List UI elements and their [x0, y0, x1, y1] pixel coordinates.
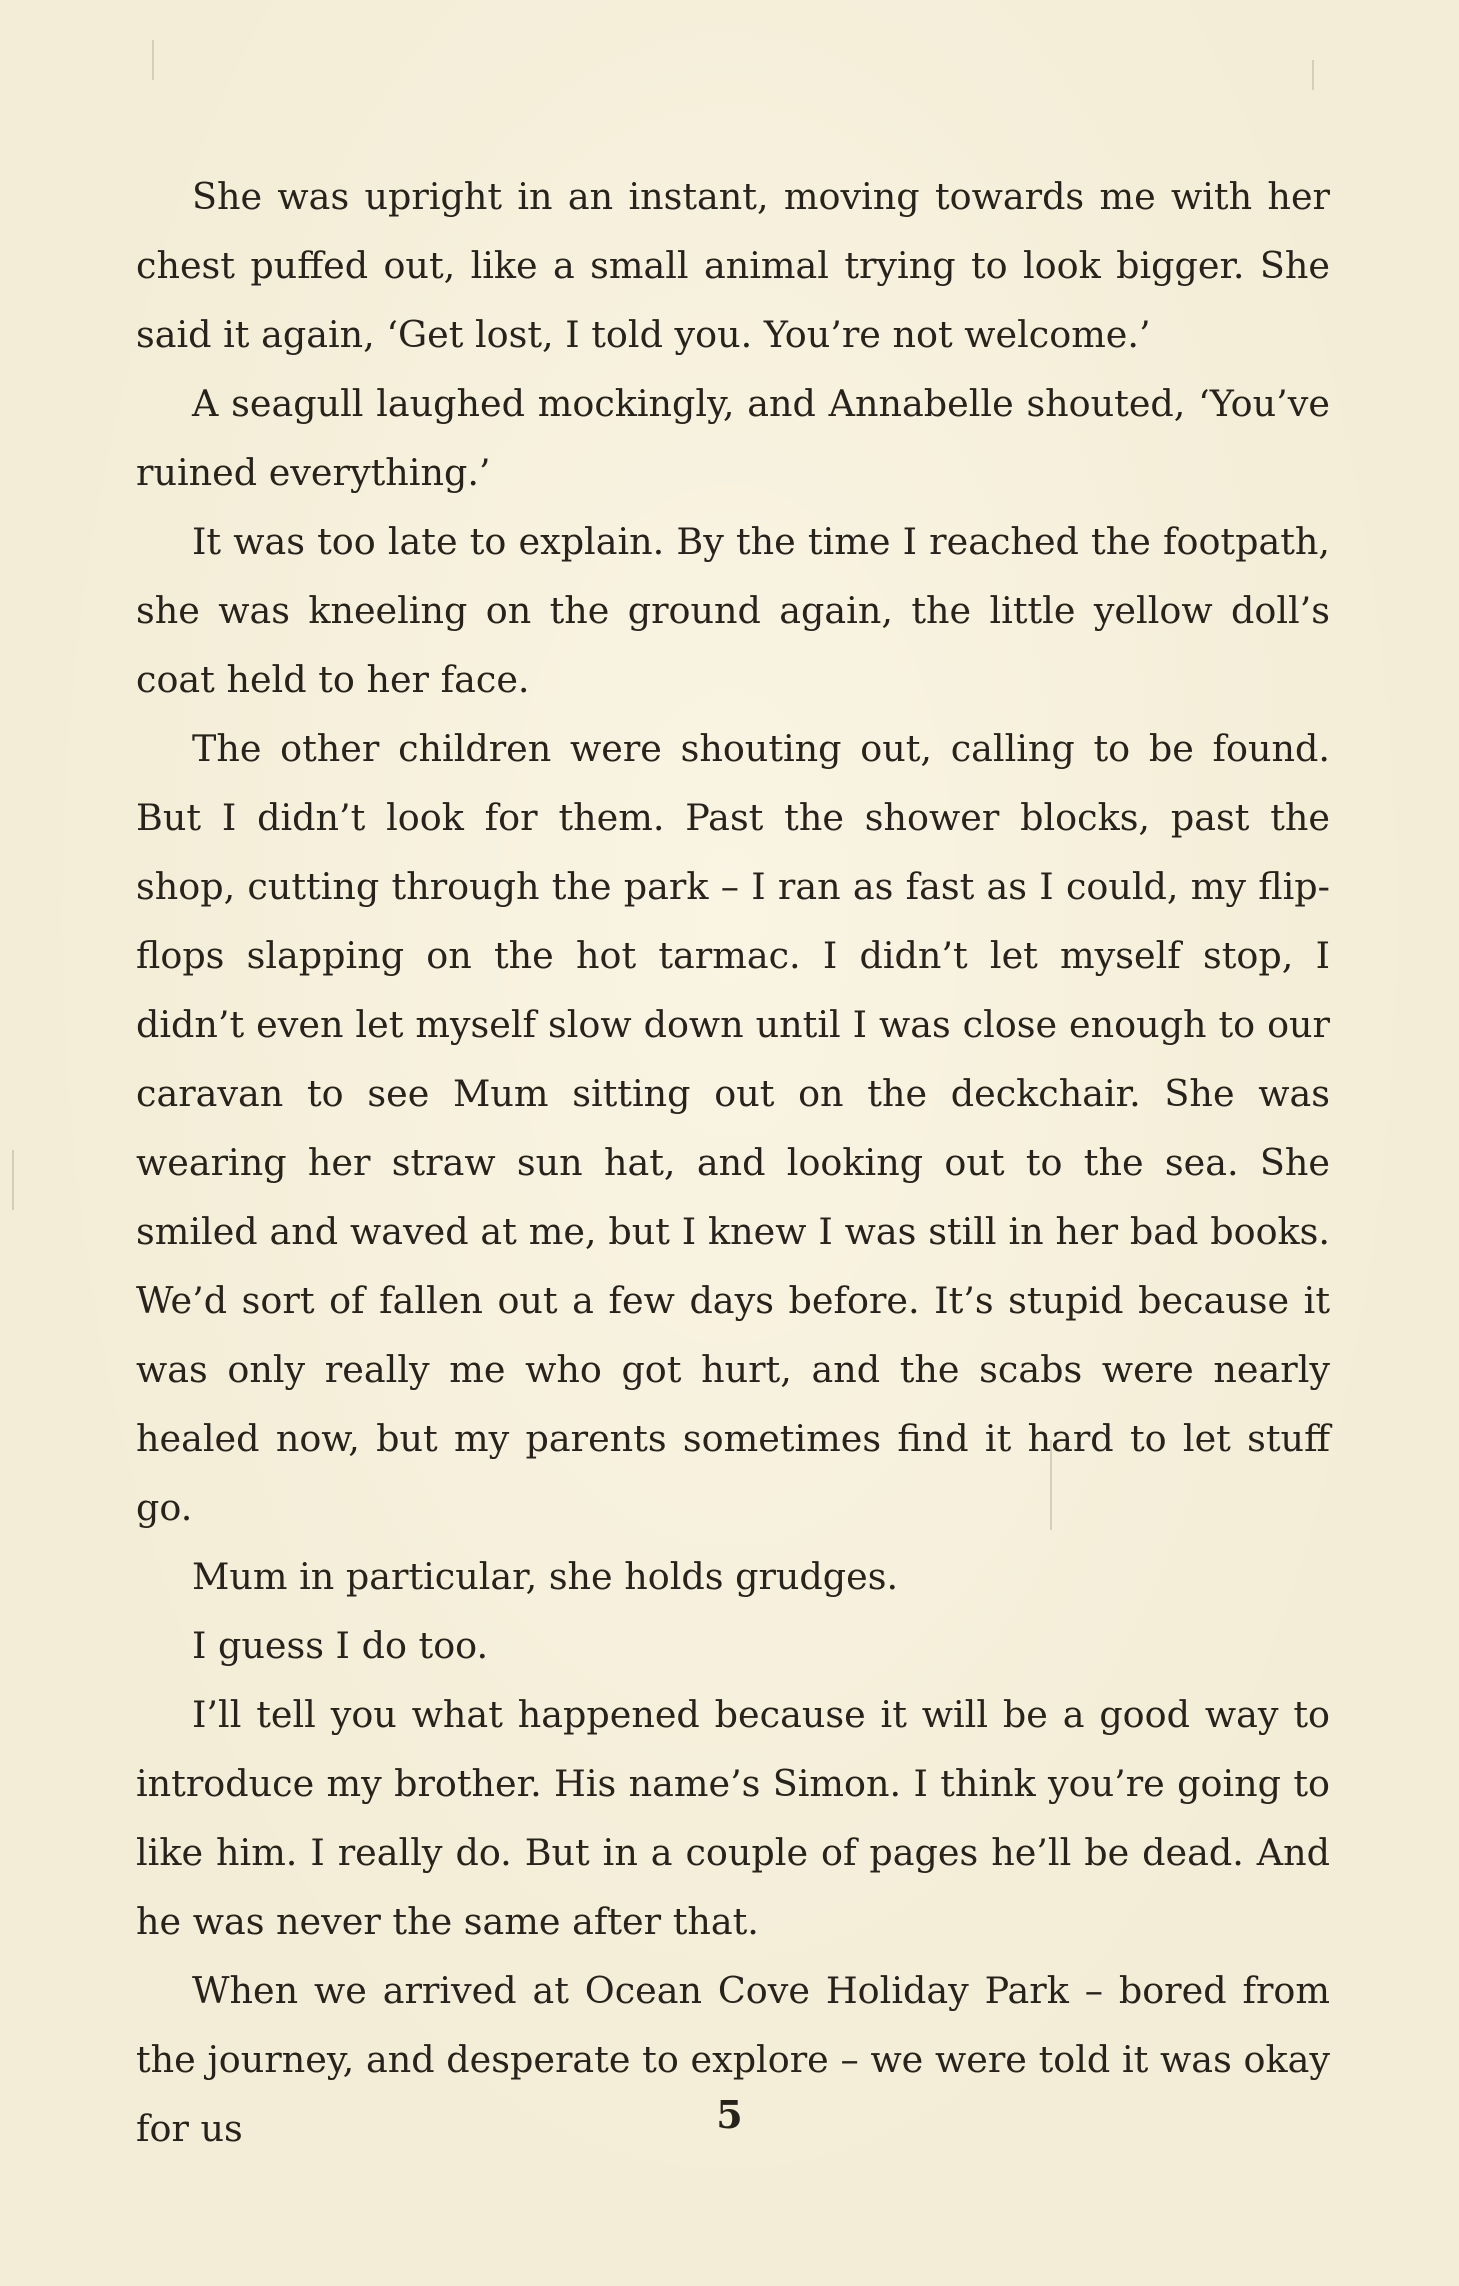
- paragraph: It was too late to explain. By the time I reached the footpath, she was kneeling on the ground again, the little yellow doll’s coat held to her face.: [136, 520, 1330, 701]
- paragraph: I’ll tell you what happened because it will be a good way to introduce my brother. His name’s Simon. I think you’re going to like him. I really do. But in a couple of pages he’ll be dead. And he was never the same after that.: [136, 1693, 1330, 1943]
- paper-speck: [152, 40, 154, 80]
- paper-speck: [12, 1150, 14, 1210]
- paper-speck: [1312, 60, 1314, 90]
- paragraph: She was upright in an instant, moving towards me with her chest puffed out, like a small animal trying to look bigger. She said it again, ‘Get lost, I told you. You’re not welcome.’: [136, 175, 1330, 356]
- paragraph: I guess I do too.: [192, 1624, 489, 1667]
- paragraph: The other children were shouting out, calling to be found. But I didn’t look for them. Past the shower blocks, past the shop, cutting through the park – I ran as fast as I could, my flip-flops slapping on the hot tarmac. I didn’t let myself stop, I didn’t even let myself slow down until I was close enough to our caravan to see Mum sitting out on the deckchair. She was wearing her straw sun hat, and looking out to the sea. She smiled and waved at me, but I knew I was still in her bad books. We’d sort of fallen out a few days before. It’s stupid because it was only really me who got hurt, and the scabs were nearly healed now, but my parents sometimes find it hard to let stuff go.: [136, 727, 1330, 1529]
- paragraph: Mum in particular, she holds grudges.: [192, 1555, 899, 1598]
- page-number: 5: [716, 2092, 743, 2137]
- body-text: [136, 162, 1330, 2163]
- paragraph: When we arrived at Ocean Cove Holiday Park – bored from the journey, and desperate to explore – we were told it was okay for us: [136, 1969, 1330, 2150]
- paragraph: A seagull laughed mockingly, and Annabelle shouted, ‘You’ve ruined everything.’: [136, 382, 1330, 494]
